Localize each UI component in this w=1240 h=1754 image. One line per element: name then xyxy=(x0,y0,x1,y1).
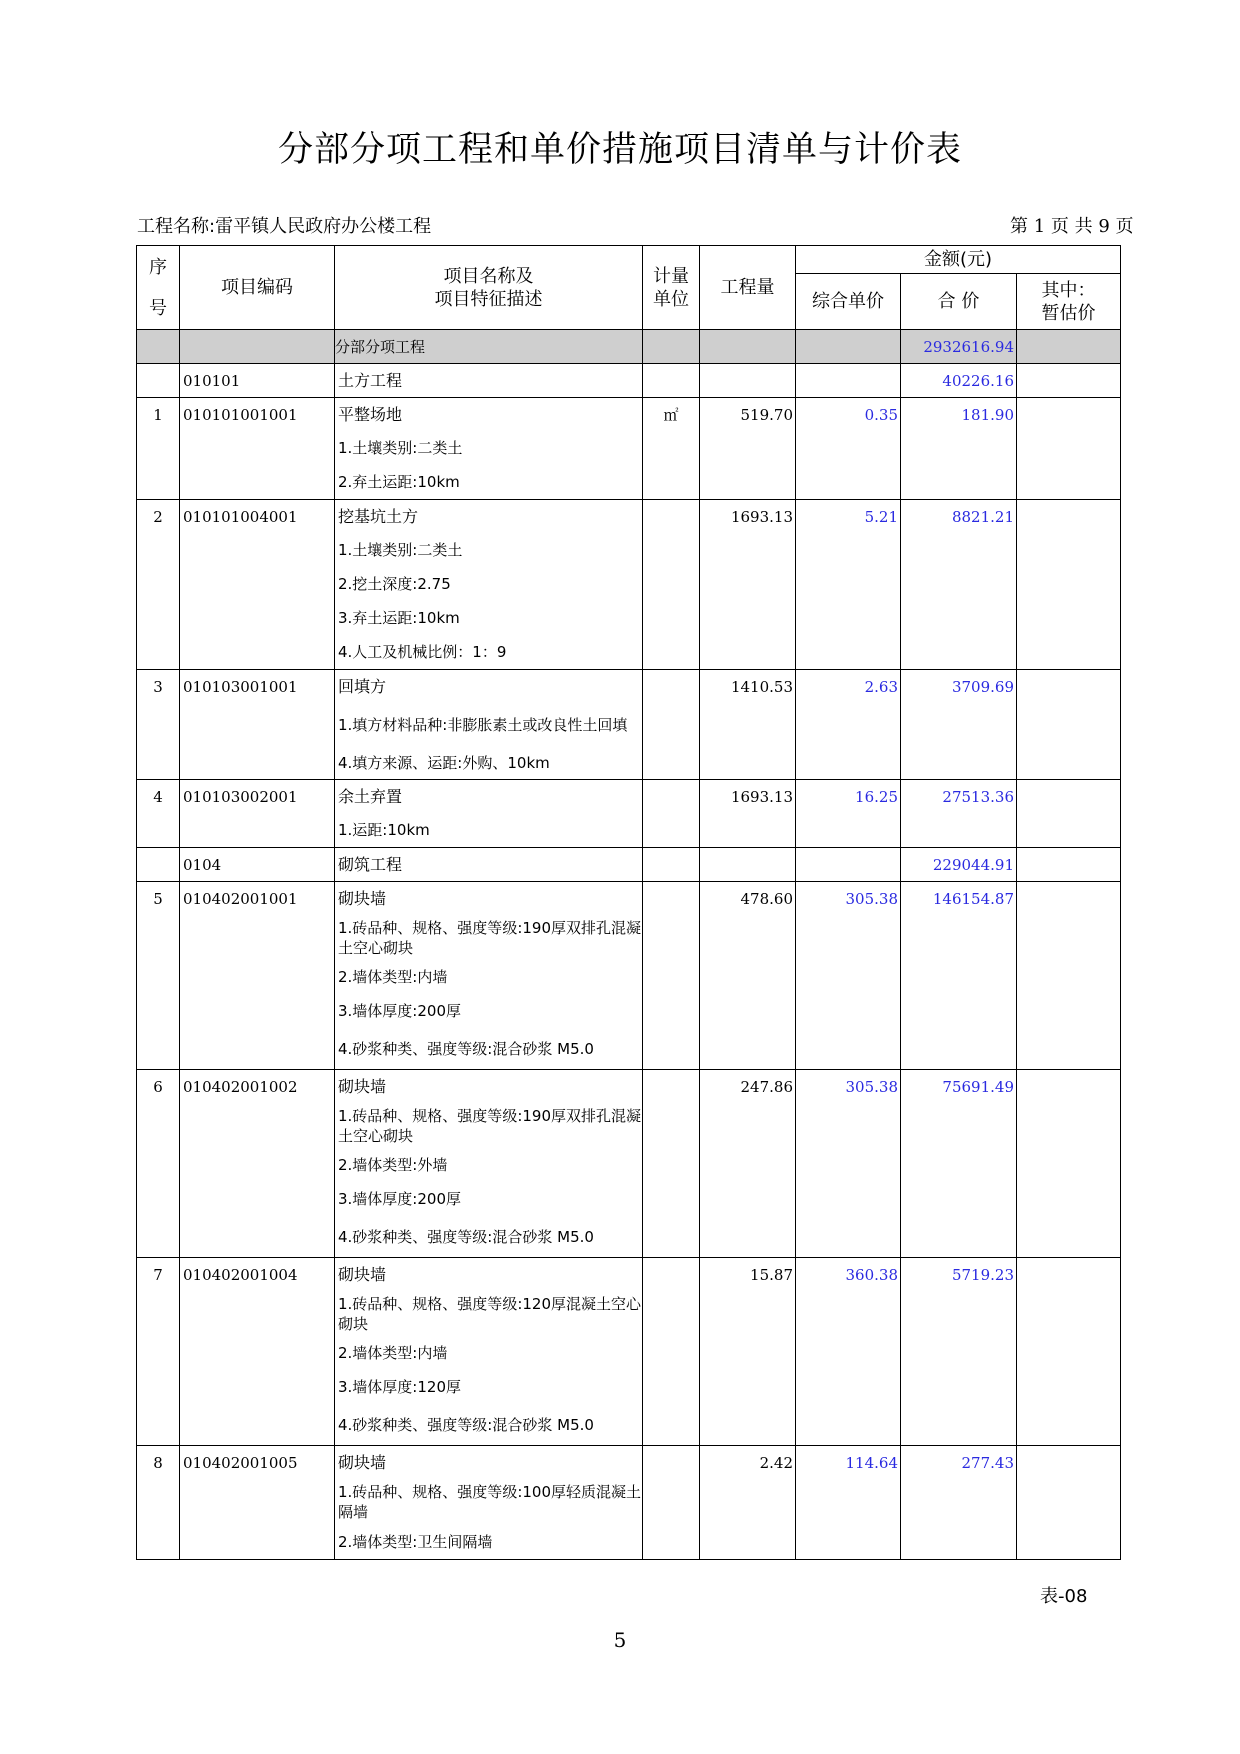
item-quantity: 519.70 xyxy=(700,398,796,500)
item-feature: 3.弃土运距:10km xyxy=(338,609,460,627)
item-unit-price: 114.64 xyxy=(796,1446,901,1560)
group-provisional xyxy=(1017,364,1121,398)
item-unit xyxy=(643,882,700,1070)
group-row xyxy=(137,848,1121,882)
item-feature: 1.运距:10km xyxy=(338,821,430,839)
section-seq xyxy=(137,330,180,364)
group-total: 40226.16 xyxy=(901,364,1017,398)
item-feature: 4.砂浆种类、强度等级:混合砂浆 M5.0 xyxy=(338,1040,594,1058)
group-total: 229044.91 xyxy=(901,848,1017,882)
item-quantity: 1693.13 xyxy=(700,500,796,670)
item-quantity: 15.87 xyxy=(700,1258,796,1446)
item-seq: 7 xyxy=(137,1258,180,1446)
item-name: 回填方 xyxy=(338,677,387,696)
item-feature: 2.墙体类型:内墙 xyxy=(338,968,448,986)
item-feature: 1.土壤类别:二类土 xyxy=(338,439,463,457)
header-unit-price: 综合单价 xyxy=(796,274,901,330)
item-provisional xyxy=(1017,398,1121,500)
pricing-table xyxy=(136,245,1121,1560)
item-code: 010101001001 xyxy=(180,398,335,500)
item-code: 010402001002 xyxy=(180,1070,335,1258)
item-feature: 3.墙体厚度:120厚 xyxy=(338,1378,461,1396)
item-feature: 1.砖品种、规格、强度等级:190厚双排孔混凝土空心砌块 xyxy=(338,919,641,957)
item-unit xyxy=(643,500,700,670)
form-number: 表-08 xyxy=(1040,1586,1088,1607)
header-provisional: 其中： 暂估价 xyxy=(1017,274,1121,330)
group-row xyxy=(137,364,1121,398)
item-feature: 1.砖品种、规格、强度等级:120厚混凝土空心砌块 xyxy=(338,1295,641,1333)
item-code: 010402001004 xyxy=(180,1258,335,1446)
item-code: 010103002001 xyxy=(180,780,335,848)
item-total: 5719.23 xyxy=(901,1258,1017,1446)
item-description xyxy=(335,1446,643,1560)
item-feature: 2.墙体类型:外墙 xyxy=(338,1156,448,1174)
item-provisional xyxy=(1017,780,1121,848)
item-code: 010101004001 xyxy=(180,500,335,670)
item-description xyxy=(335,1258,643,1446)
item-name: 挖基坑土方 xyxy=(338,507,419,526)
table-row xyxy=(137,1446,1121,1560)
item-provisional xyxy=(1017,670,1121,780)
item-unit xyxy=(643,780,700,848)
item-total: 277.43 xyxy=(901,1446,1017,1560)
item-quantity: 1410.53 xyxy=(700,670,796,780)
header-total: 合 价 xyxy=(901,274,1017,330)
table-row xyxy=(137,1070,1121,1258)
item-description xyxy=(335,780,643,848)
group-unit xyxy=(643,848,700,882)
item-quantity: 1693.13 xyxy=(700,780,796,848)
item-total: 3709.69 xyxy=(901,670,1017,780)
item-total: 75691.49 xyxy=(901,1070,1017,1258)
item-seq: 1 xyxy=(137,398,180,500)
item-feature: 4.填方来源、运距:外购、10km xyxy=(338,754,550,772)
section-unit xyxy=(643,330,700,364)
item-description xyxy=(335,500,643,670)
item-unit-price: 360.38 xyxy=(796,1258,901,1446)
header-unit: 计量 单位 xyxy=(643,246,700,330)
table-row xyxy=(137,882,1121,1070)
item-description xyxy=(335,398,643,500)
item-provisional xyxy=(1017,1258,1121,1446)
item-feature: 2.墙体类型:卫生间隔墙 xyxy=(338,1533,493,1551)
item-total: 181.90 xyxy=(901,398,1017,500)
header-quantity: 工程量 xyxy=(700,246,796,330)
item-provisional xyxy=(1017,1446,1121,1560)
table-row xyxy=(137,398,1121,500)
group-seq xyxy=(137,848,180,882)
item-feature: 1.土壤类别:二类土 xyxy=(338,541,463,559)
group-name: 砌筑工程 xyxy=(335,848,643,882)
table-row xyxy=(137,500,1121,670)
group-unit-price xyxy=(796,364,901,398)
table-row xyxy=(137,780,1121,848)
section-provisional xyxy=(1017,330,1121,364)
item-feature: 2.弃土运距:10km xyxy=(338,473,460,491)
item-unit-price: 305.38 xyxy=(796,1070,901,1258)
item-seq: 5 xyxy=(137,882,180,1070)
item-quantity: 478.60 xyxy=(700,882,796,1070)
item-unit-price: 2.63 xyxy=(796,670,901,780)
item-description xyxy=(335,1070,643,1258)
item-feature: 3.墙体厚度:200厚 xyxy=(338,1190,461,1208)
section-total: 2932616.94 xyxy=(901,330,1017,364)
group-code: 010101 xyxy=(180,364,335,398)
item-name: 砌块墙 xyxy=(338,889,387,908)
item-name: 砌块墙 xyxy=(338,1453,387,1472)
item-seq: 3 xyxy=(137,670,180,780)
item-code: 010402001001 xyxy=(180,882,335,1070)
item-feature: 4.砂浆种类、强度等级:混合砂浆 M5.0 xyxy=(338,1416,594,1434)
section-name: 分部分项工程 xyxy=(335,330,643,364)
item-quantity: 247.86 xyxy=(700,1070,796,1258)
item-code: 010402001005 xyxy=(180,1446,335,1560)
section-code xyxy=(180,330,335,364)
header-name: 项目名称及 项目特征描述 xyxy=(335,246,643,330)
item-description xyxy=(335,670,643,780)
item-name: 砌块墙 xyxy=(338,1265,387,1284)
header-seq: 序 号 xyxy=(137,246,180,330)
table-row xyxy=(137,1258,1121,1446)
item-total: 8821.21 xyxy=(901,500,1017,670)
group-code: 0104 xyxy=(180,848,335,882)
item-code: 010103001001 xyxy=(180,670,335,780)
item-seq: 8 xyxy=(137,1446,180,1560)
item-unit-price: 305.38 xyxy=(796,882,901,1070)
item-feature: 4.砂浆种类、强度等级:混合砂浆 M5.0 xyxy=(338,1228,594,1246)
item-seq: 6 xyxy=(137,1070,180,1258)
group-unit xyxy=(643,364,700,398)
page-number: 5 xyxy=(613,1628,627,1652)
item-seq: 2 xyxy=(137,500,180,670)
item-feature: 1.砖品种、规格、强度等级:100厚轻质混凝土隔墙 xyxy=(338,1483,641,1521)
item-name: 砌块墙 xyxy=(338,1077,387,1096)
item-quantity: 2.42 xyxy=(700,1446,796,1560)
item-provisional xyxy=(1017,1070,1121,1258)
item-feature: 3.墙体厚度:200厚 xyxy=(338,1002,461,1020)
table-row xyxy=(137,670,1121,780)
item-feature: 2.挖土深度:2.75 xyxy=(338,575,451,593)
item-feature: 1.砖品种、规格、强度等级:190厚双排孔混凝土空心砌块 xyxy=(338,1107,641,1145)
item-unit: ㎡ xyxy=(643,398,700,500)
item-name: 平整场地 xyxy=(338,405,403,424)
group-provisional xyxy=(1017,848,1121,882)
project-name: 工程名称:雷平镇人民政府办公楼工程 xyxy=(137,216,432,237)
item-total: 27513.36 xyxy=(901,780,1017,848)
section-row-main xyxy=(137,330,1121,364)
item-feature: 2.墙体类型:内墙 xyxy=(338,1344,448,1362)
item-feature: 1.填方材料品种:非膨胀素土或改良性土回填 xyxy=(338,716,628,734)
group-name: 土方工程 xyxy=(335,364,643,398)
group-seq xyxy=(137,364,180,398)
header-code: 项目编码 xyxy=(180,246,335,330)
item-provisional xyxy=(1017,500,1121,670)
header-amount: 金额(元) xyxy=(796,246,1121,274)
section-unit-price xyxy=(796,330,901,364)
item-unit xyxy=(643,670,700,780)
item-unit xyxy=(643,1258,700,1446)
page-info: 第 1 页 共 9 页 xyxy=(1010,216,1134,237)
item-feature: 4.人工及机械比例：1：9 xyxy=(338,643,507,661)
item-unit-price: 0.35 xyxy=(796,398,901,500)
item-description xyxy=(335,882,643,1070)
item-name: 余土弃置 xyxy=(338,787,403,806)
item-unit-price: 16.25 xyxy=(796,780,901,848)
item-provisional xyxy=(1017,882,1121,1070)
item-unit-price: 5.21 xyxy=(796,500,901,670)
page-title: 分部分项工程和单价措施项目清单与计价表 xyxy=(277,130,962,170)
item-unit xyxy=(643,1070,700,1258)
item-unit xyxy=(643,1446,700,1560)
item-seq: 4 xyxy=(137,780,180,848)
item-total: 146154.87 xyxy=(901,882,1017,1070)
group-qty xyxy=(700,364,796,398)
group-unit-price xyxy=(796,848,901,882)
group-qty xyxy=(700,848,796,882)
section-qty xyxy=(700,330,796,364)
